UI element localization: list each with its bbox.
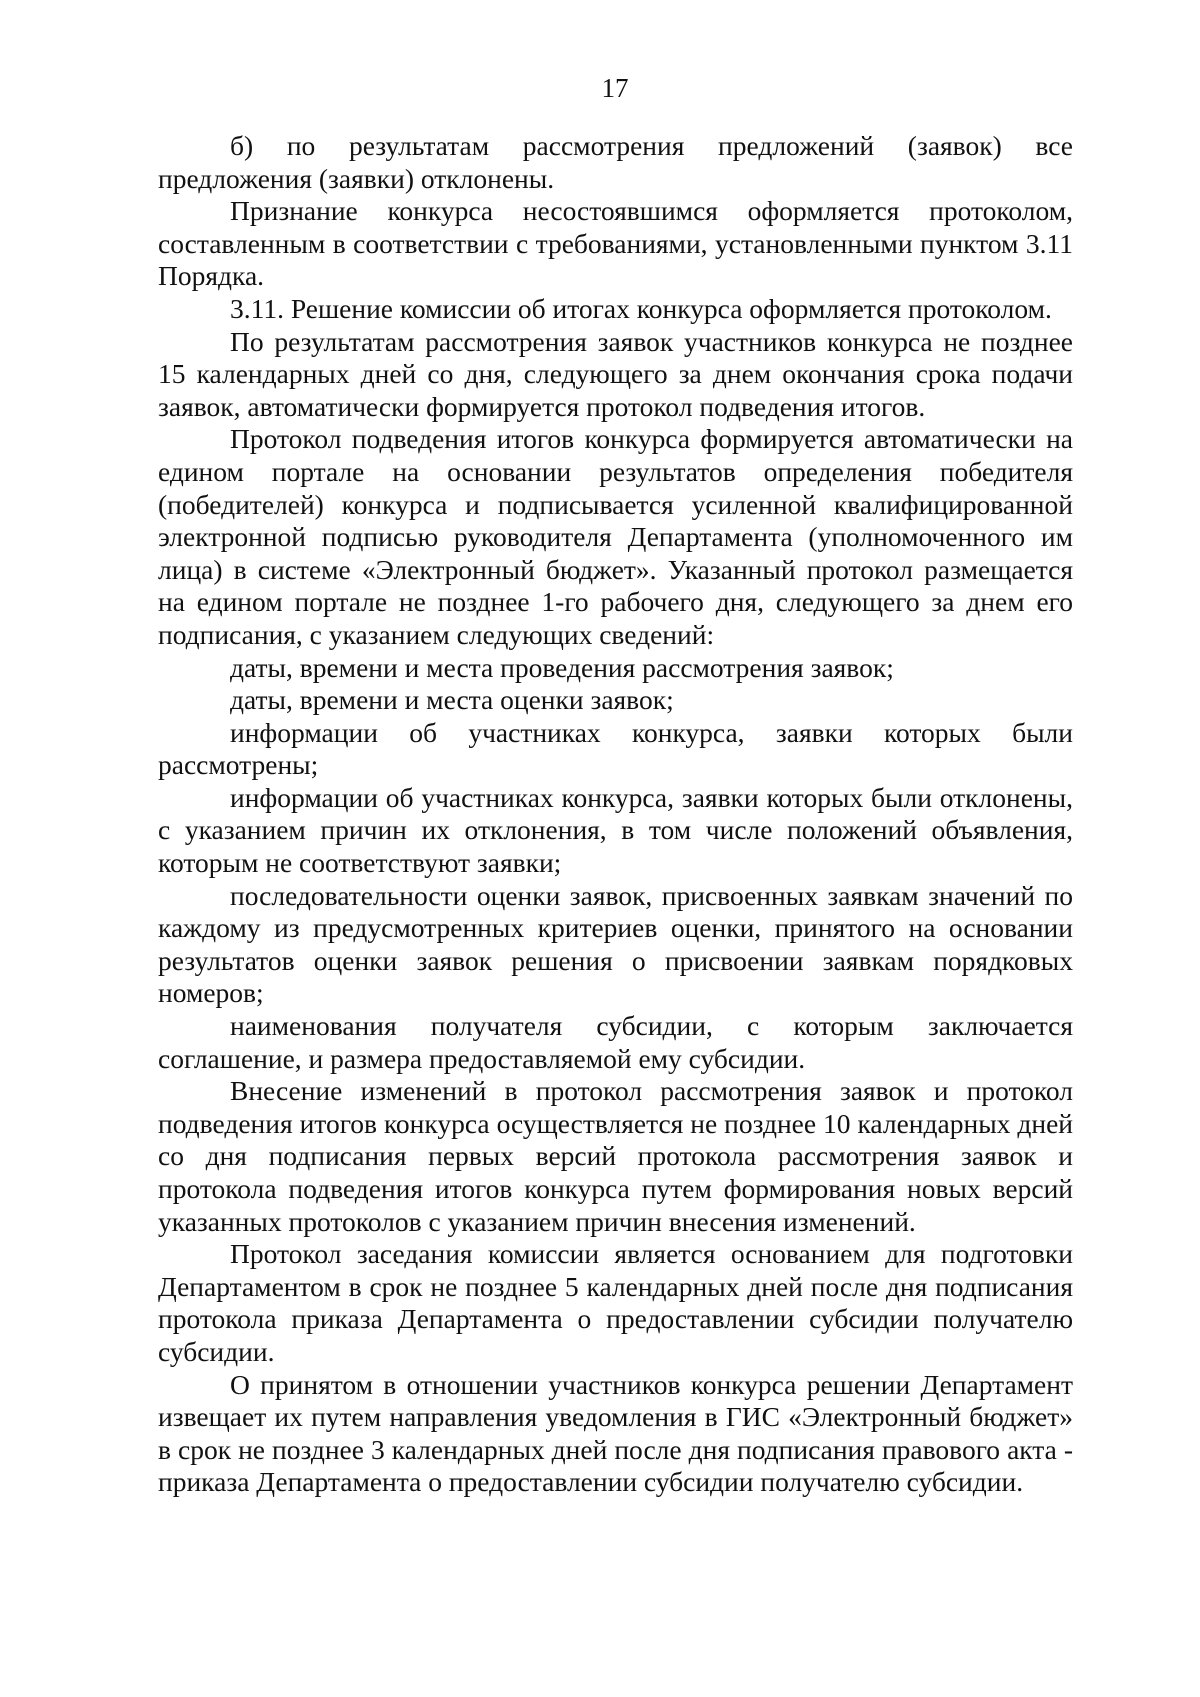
list-item: даты, времени и места оценки заявок; bbox=[230, 684, 674, 716]
page-number: 17 bbox=[601, 73, 629, 103]
list-item: информации об участниках конкурса, заявки которых были рассмотрены; bbox=[158, 716, 1073, 781]
paragraph: б) по результатам рассмотрения предложений (заявок) все предложения (заявки) отклонены. bbox=[158, 130, 1073, 194]
list-item: информации об участниках конкурса, заявки которых были отклонены, с указанием причин их отклонения, в том числе положений объявления, которым не соответствуют заявки; bbox=[158, 781, 1073, 879]
paragraph: Протокол заседания комиссии является основанием для подготовки Департаментом в срок не позднее 5 календарных дней после дня подписания протокола приказа Департамента о предоставлении субсидии получателю субсидии. bbox=[158, 1238, 1073, 1367]
paragraph: О принятом в отношении участников конкурса решении Департамент извещает их путем направления уведомления в ГИС «Электронный бюджет» в срок не позднее 3 календарных дней после дня подписания правового акта - приказа Департамента о предоставлении субсидии получателю субсидии. bbox=[158, 1368, 1073, 1498]
list-item: наименования получателя субсидии, с которым заключается соглашение, и размера предоставляемой ему субсидии. bbox=[158, 1010, 1073, 1074]
paragraph: По результатам рассмотрения заявок участников конкурса не позднее 15 календарных дней со дня, следующего за днем окончания срока подачи заявок, автоматически формируется протокол подведения итогов. bbox=[158, 325, 1073, 422]
paragraph: 3.11. Решение комиссии об итогах конкурса оформляется протоколом. bbox=[230, 292, 1052, 324]
paragraph: Признание конкурса несостоявшимся оформляется протоколом, составленным в соответствии с требованиями, установленными пунктом 3.11 Порядка. bbox=[158, 195, 1073, 292]
list-item: последовательности оценки заявок, присвоенных заявкам значений по каждому из предусмотренных критериев оценки, принятого на основании результатов оценки заявок решения о присвоении заявкам порядковых номеров; bbox=[158, 879, 1073, 1009]
paragraph: Протокол подведения итогов конкурса формируется автоматически на едином портале на основании результатов определения победителя (победителей) конкурса и подписывается усиленной квалифицированной электронной подписью руководителя Департамента (уполномоченного им лица) в системе «Электронный бюджет». Указанный протокол размещается на едином портале не позднее 1-го рабочего дня, следующего за днем его подписания, с указанием следующих сведений: bbox=[158, 423, 1073, 650]
list-item: даты, времени и места проведения рассмотрения заявок; bbox=[230, 651, 894, 683]
paragraph: Внесение изменений в протокол рассмотрения заявок и протокол подведения итогов конкурса осуществляется не позднее 10 календарных дней со дня подписания первых версий протокола рассмотрения заявок и протокола подведения итогов конкурса путем формирования новых версий указанных протоколов с указанием причин внесения изменений. bbox=[158, 1075, 1073, 1237]
document-body bbox=[158, 130, 1073, 1499]
